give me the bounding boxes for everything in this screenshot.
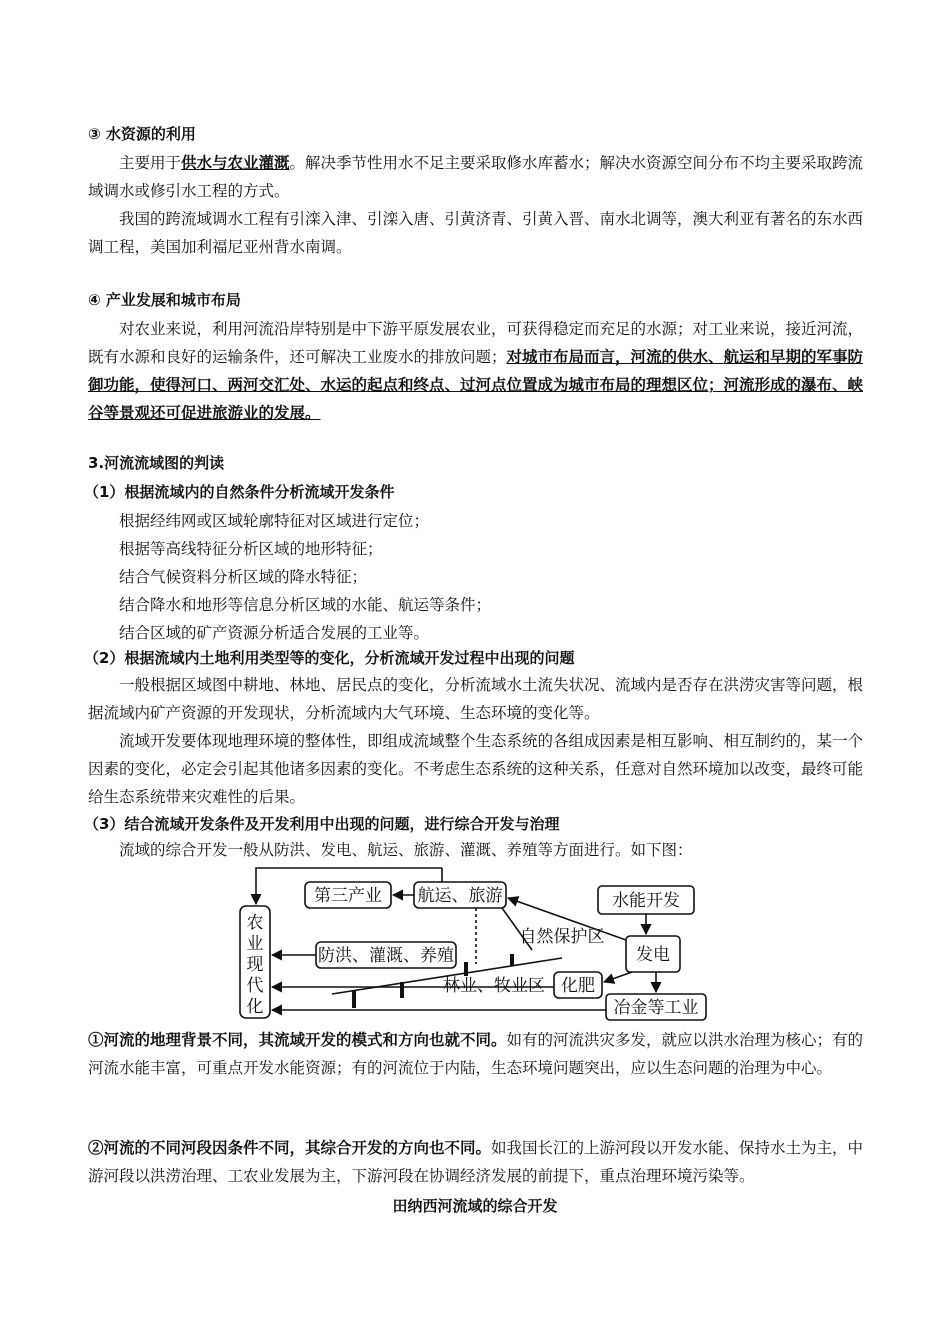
dam-icon xyxy=(464,962,468,976)
part3-sub3-paragraph: 流域的综合开发一般从防洪、发电、航运、旅游、灌溉、养殖等方面进行。如下图： xyxy=(119,841,693,859)
water-use-highlight: 供水与农业灌溉 xyxy=(181,153,290,172)
list-item: 结合降水和地形等信息分析区域的水能、航运等条件； xyxy=(119,596,492,614)
forest-label: 林业、牧业区 xyxy=(443,976,545,996)
industry-city-paragraph: 对农业来说，利用河流沿岸特别是中下游平原发展农业，可获得稳定而充足的水源；对工业来说，接近河流，既有水源和良好的运输条件，还可解决工业废水的排放问题；对城市布局而言，河流的供水、航运和早期的军事防御功能，使得河口、两河交汇处、水运的起点和终点、过河点位置成为城市布局的理想区位；河流形成的瀑布、峡谷等景观还可促进旅游业的发展。 xyxy=(88,320,864,422)
agri-label-1: 业 xyxy=(246,934,264,954)
tertiary-label: 第三产业 xyxy=(314,886,382,906)
section-title-water-use: ③ 水资源的利用 xyxy=(88,125,196,143)
industry-city-highlight: 对城市布局而言，河流的供水、航运和早期的军事防御功能，使得河口、两河交汇处、水运的起点和终点、过河点位置成为城市布局的理想区位；河流形成的瀑布、峡谷等景观还可促进旅游业的发展。 xyxy=(88,347,864,422)
list-item: 根据等高线特征分析区域的地形特征； xyxy=(119,540,383,558)
dam-icon xyxy=(400,982,404,998)
agri-label-0: 农 xyxy=(246,913,264,933)
note-1: ①河流的地理背景不同，其流域开发的模式和方向也就不同。如有的河流洪灾多发，就应以洪水治理为核心；有的河流水能丰富，可重点开发水能资源；有的河流位于内陆，生态环境问题突出，应以生态问题的治理为中心。 xyxy=(88,1030,864,1077)
shipping-label: 航运、旅游 xyxy=(417,886,503,906)
list-item: 结合气候资料分析区域的降水特征； xyxy=(119,568,368,586)
part3-sub2-paragraph-2: 流域开发要体现地理环境的整体性，即组成流域整个生态系统的各组成因素是相互影响、相互制约的，某一个因素的变化，必定会引起其他诸多因素的变化。不考虑生态系统的这种关系，任意对自然环境加以改变，最终可能给生态系统带来灾难性的后果。 xyxy=(88,732,864,806)
dam-icon xyxy=(510,954,514,966)
list-item: 结合区域的矿产资源分析适合发展的工业等。 xyxy=(119,624,430,642)
section-title-industry-city: ④ 产业发展和城市布局 xyxy=(88,291,241,309)
metallurgy-label: 冶金等工业 xyxy=(613,998,699,1018)
part3-sub3-title: （3）结合流域开发条件及开发利用中出现的问题，进行综合开发与治理 xyxy=(84,815,560,833)
part3-sub1-title: （1）根据流域内的自然条件分析流域开发条件 xyxy=(84,483,395,501)
water-use-paragraph-1: 主要用于供水与农业灌溉。解决季节性用水不足主要采取修水库蓄水；解决水资源空间分布不均主要采取跨流域调水或修引水工程的方式。 xyxy=(88,153,864,200)
list-item: 根据经纬网或区域轮廓特征对区域进行定位； xyxy=(119,512,430,530)
agri-label-4: 化 xyxy=(246,997,264,1017)
power-label: 发电 xyxy=(636,945,670,965)
nature-label: 自然保护区 xyxy=(519,927,605,947)
watershed-development-diagram xyxy=(232,862,712,1024)
agri-label-2: 现 xyxy=(246,955,264,975)
part3-title: 3.河流流域图的判读 xyxy=(88,454,225,472)
part3-sub2-paragraph-1: 一般根据区域图中耕地、林地、居民点的变化，分析流域水土流失状况、流域内是否存在洪涝灾害等问题，根据流域内矿产资源的开发现状，分析流域内大气环境、生态环境的变化等。 xyxy=(88,676,864,722)
dam-icon xyxy=(352,990,356,1008)
footer-title: 田纳西河流域的综合开发 xyxy=(392,1197,558,1215)
note-2: ②河流的不同河段因条件不同，其综合开发的方向也不同。如我国长江的上游河段以开发水能、保持水土为主，中游河段以洪涝治理、工农业发展为主，下游河段在协调经济发展的前提下，重点治理环境污染等。 xyxy=(88,1138,864,1185)
part3-sub2-title: （2）根据流域内土地利用类型等的变化，分析流域开发过程中出现的问题 xyxy=(84,649,575,667)
fertilizer-label: 化肥 xyxy=(561,976,595,996)
water-use-paragraph-2: 我国的跨流域调水工程有引滦入津、引滦入唐、引黄济青、引黄入晋、南水北调等，澳大利亚有著名的东水西调工程，美国加利福尼亚州背水南调。 xyxy=(88,210,864,256)
agri-label-3: 代 xyxy=(246,976,264,996)
hydro-label: 水能开发 xyxy=(612,891,680,911)
flood-label: 防洪、灌溉、养殖 xyxy=(318,946,454,966)
